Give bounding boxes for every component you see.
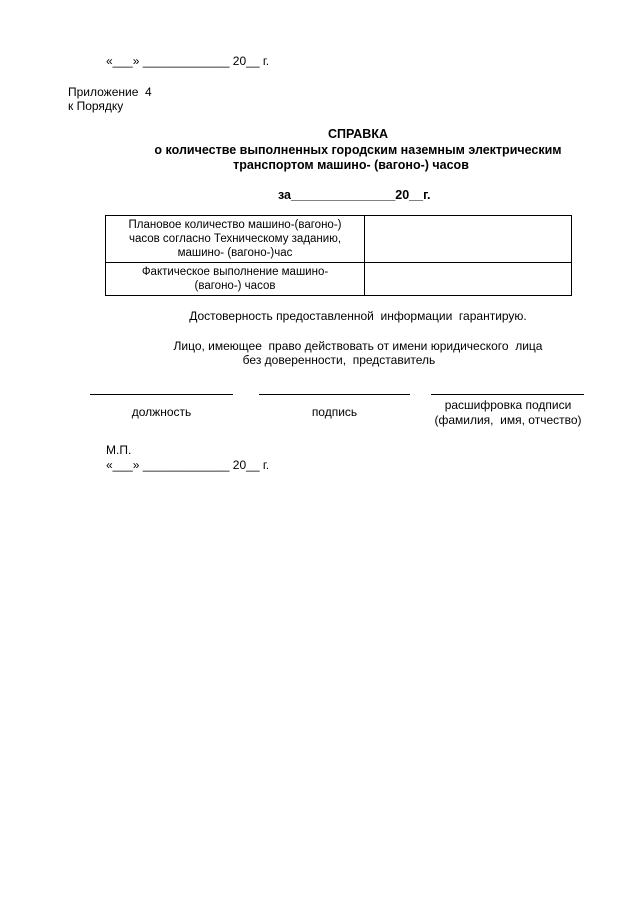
planned-hours-label xyxy=(106,216,365,263)
document-subtitle-line1: о количестве выполненных городским наземным электрическим xyxy=(154,143,562,157)
stamp-placeholder: М.П. xyxy=(106,443,132,457)
table-row xyxy=(106,216,572,263)
appendix-number: Приложение 4 xyxy=(68,85,152,99)
position-label: должность xyxy=(131,405,192,419)
actual-hours-label xyxy=(106,263,365,296)
signature-line xyxy=(259,394,410,395)
decoding-hint: (фамилия, имя, отчество) xyxy=(434,413,582,427)
label-line: (вагоно-) часов xyxy=(194,280,276,292)
actual-hours-value[interactable] xyxy=(365,263,572,296)
guarantee-statement: Достоверность предоставленной информации гарантирую. xyxy=(189,309,527,323)
decoding-signature-line xyxy=(431,394,584,395)
report-period: за_______________20__г. xyxy=(278,188,431,202)
label-line: Фактическое выполнение машино- xyxy=(141,266,329,278)
planned-hours-value[interactable] xyxy=(365,216,572,263)
label-line: часов согласно Техническому заданию, xyxy=(128,233,342,245)
position-signature-line xyxy=(90,394,233,395)
signer-description-line2: без доверенности, представитель xyxy=(242,353,436,367)
appendix-reference: к Порядку xyxy=(68,99,124,113)
label-line: машино- (вагоно-)час xyxy=(177,247,293,259)
document-title: СПРАВКА xyxy=(328,127,388,141)
signer-description-line1: Лицо, имеющее право действовать от имени юридического лица xyxy=(173,339,543,353)
label-line: Плановое количество машино-(вагоно-) xyxy=(128,219,342,231)
date-top: «___» _____________ 20__ г. xyxy=(106,54,270,68)
data-table xyxy=(105,215,572,296)
signature-label: подпись xyxy=(311,405,358,419)
date-bottom: «___» _____________ 20__ г. xyxy=(106,458,270,472)
document-subtitle-line2: транспортом машино- (вагоно-) часов xyxy=(233,158,469,172)
table-row xyxy=(106,263,572,296)
decoding-label: расшифровка подписи xyxy=(444,398,572,412)
